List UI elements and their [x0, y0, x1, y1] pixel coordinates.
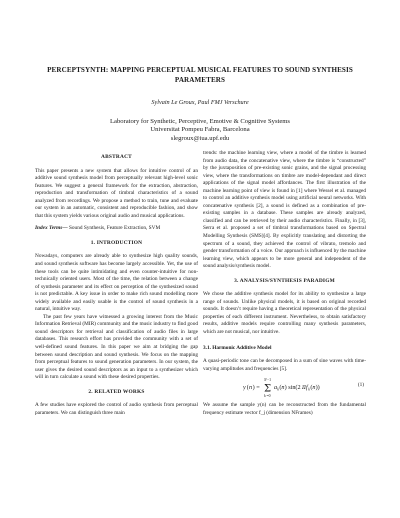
equation-1: [203, 376, 366, 398]
svg-text:k: k: [277, 387, 279, 392]
svg-text:N: N: [264, 378, 267, 383]
assumption-paragraph: We assume the sample y(n) can be reconstructed from the fundamental frequency estimate vector f_j (dimension NFrames): [203, 402, 366, 416]
introduction-heading: 1. INTRODUCTION: [90, 239, 143, 246]
svg-text:(: (: [310, 384, 313, 392]
svg-text:) sin(2: ) sin(2: [284, 384, 301, 392]
abstract-text: This paper presents a new system that allows for intuitive control of an additive sound synthesis model from perceptually relevant high-level sonic features. We suggest a general framework for the extraction, abstraction, reproduction and transformation of timbral characteristics of a sound analyzed from recordings. We propose a method to train, tune and evaluate our system in an automatic, consistent and reproducible fashion, and show that this system yields various original audio and musical applications.: [35, 167, 198, 219]
svg-text:f: f: [306, 384, 308, 392]
svg-text:=0: =0: [266, 394, 271, 399]
affiliation-lab: Laboratory for Synthetic, Perceptive, Emotive & Cognitive Systems: [109, 118, 290, 125]
svg-text:(: (: [279, 384, 282, 392]
left-column: [35, 150, 198, 417]
svg-text:−1: −1: [267, 378, 272, 383]
svg-text:(: (: [246, 384, 249, 392]
svg-text:y: y: [243, 384, 246, 392]
related-works-heading: 2. RELATED WORKS: [88, 388, 145, 395]
svg-text:a: a: [274, 384, 278, 392]
svg-text:n: n: [281, 384, 285, 392]
equation-number: (1): [357, 382, 364, 389]
harmonic-additive-heading: 3.1. Harmonic Additive Model: [203, 344, 272, 351]
analysis-synthesis-paragraph: We chose the additive synthesis model for its ability to synthesize a large range of sounds. Unlike physical models, it is based on original recorded sounds. It doesn’t require having a theoretical representation of the physical properties of each different instrument. Nevertheless, to obtain satisfactory results, additive models require controlling many synthesis parameters, which are not musical, nor intuitive.: [203, 291, 366, 336]
paper-authors: Sylvain Le Groux, Paul FMJ Verschure: [151, 99, 249, 106]
paper-title: PERCEPTSYNTH: MAPPING PERCEPTUAL MUSICAL FEATURES TO SOUND SYNTHESIS PARAMETERS: [47, 66, 353, 84]
harmonic-additive-paragraph: A quasi-periodic tone can be decomposed in a sum of sine waves with time-varying amplitudes and frequencies [5].: [203, 358, 366, 372]
affiliation-block: [30, 118, 370, 143]
abstract-heading: ABSTRACT: [101, 154, 132, 160]
svg-text:) =: ) =: [252, 384, 260, 392]
svg-text:)): )): [315, 384, 320, 392]
svg-text:k: k: [308, 387, 310, 392]
svg-text:π: π: [302, 384, 306, 392]
introduction-paragraph-1: Nowadays, computers are already able to synthesize high quality sounds, and sound synthesis software has become largely accessible. Yet, the use of these tools can be quite intimidating and even counter-intuitive for non-technically oriented users. Most of the time, the relation between a change of synthesis parameter and its effect on perception of the synthesized sound is not predictable. A key issue in order to make rich sound modelling more widely available and easily usable is the control of sound synthesis in a natural, intuitive way.: [35, 253, 198, 313]
equation-formula: [243, 376, 353, 398]
affiliation-university: Universitat Pompeu Fabra, Barcelona: [150, 126, 250, 134]
keywords-text: Sound Synthesis, Feature Extraction, SVM: [67, 225, 161, 232]
related-works-continuation: trends: the machine learning view, where a model of the timbre is learned from audio data, the concatenative view, where the timbre is “constructed” by the juxtaposition of pre-existing sonic grains, and the signal processing view, where the transformations on timbre are model-dependant and direct applications of the signal model affordances. The first illustration of the machine learning point of view is found in [1] where Wessel et al. managed to control an additive synthesis model using artificial neural networks. With concatenative synthesis [2], a sound is defined as a combination of pre-existing samples in a database. These samples are already analyzed, classified and can be retrieved by their audio characteristics. Finally, in [3], Serra et al. proposed a set of timbral transformations based on Spectral Modelling Synthesis (SMS)[4]. By explicitly translating and distorting the spectrum of a sound, they achieved the control of vibrato, tremolo and gender transformation of a voice. Our approach is influenced by the machine learning view, which appears to be more general and independent of the sound analysis/synthesis model.: [203, 150, 366, 270]
analysis-synthesis-heading: 3. ANALYSIS/SYNTHESIS PARADIGM: [234, 277, 335, 284]
affiliation-email: slegroux@iua.upf.edu: [170, 134, 230, 142]
svg-text:Σ: Σ: [264, 383, 272, 395]
related-works-paragraph: A few studies have explored the control of audio synthesis from perceptual parameters. We can distinguish three main: [35, 402, 198, 416]
svg-text:k: k: [264, 394, 266, 399]
keywords-line: [35, 225, 198, 233]
svg-text:n: n: [312, 384, 316, 392]
svg-text:n: n: [249, 384, 253, 392]
keywords-label: Index Terms—: [35, 225, 68, 232]
right-column: [203, 150, 366, 417]
introduction-paragraph-2: The past few years have witnessed a growing interest from the Music Information Retrieval (MIR) community and the music industry to find good sound descriptors for retrieval and classification of audio files in large databases. This research effort has provided the community with a set of well-defined sound features. In this paper we aim at bridging the gap between sound description and sound synthesis. We focus on the mapping from perceptual features to sound generation parameters. In our system, the user gives the desired sound descriptors as an input to a synthesizer which will in turn calculate a sound with these desired properties.: [35, 313, 198, 381]
